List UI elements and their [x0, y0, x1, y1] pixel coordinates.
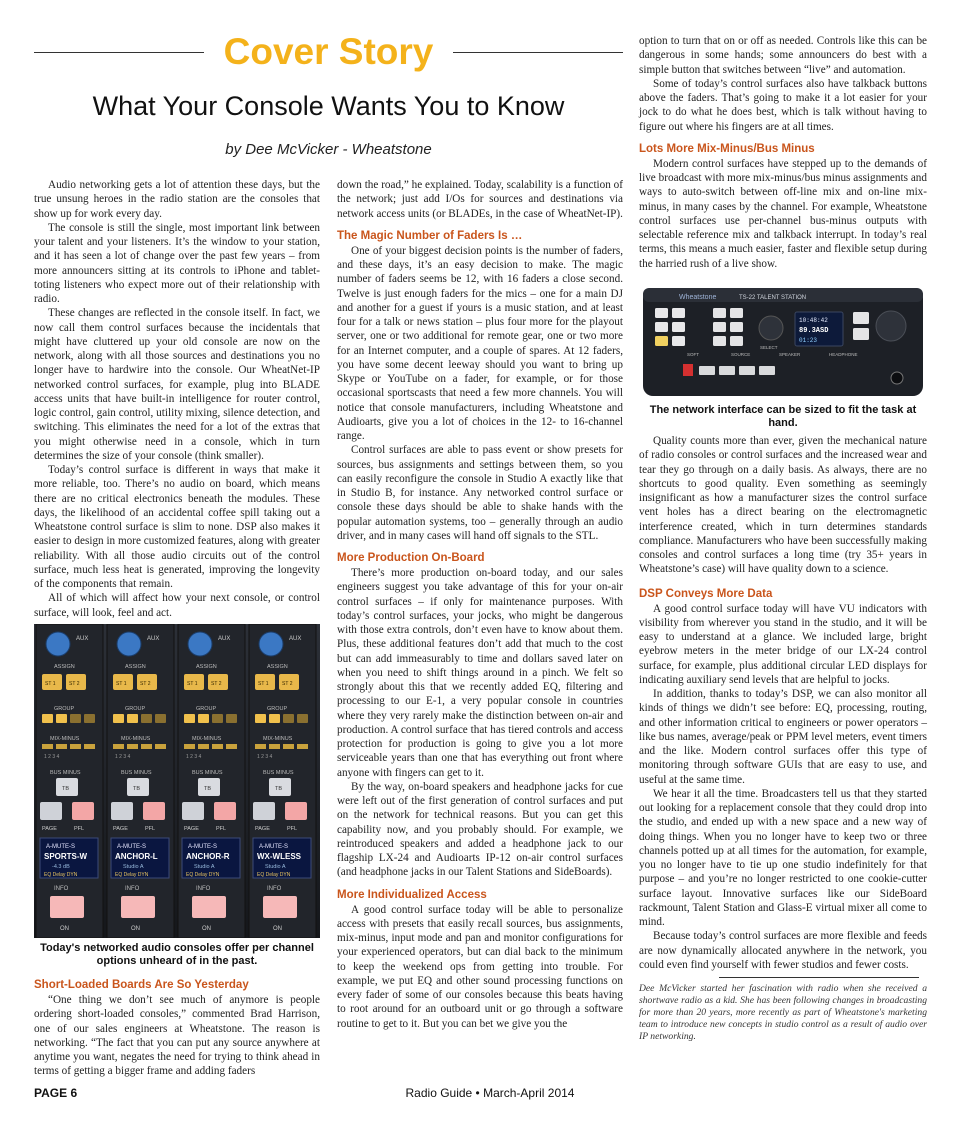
group-button — [198, 714, 209, 723]
on-button — [121, 896, 155, 918]
info-label: INFO — [196, 886, 211, 892]
display-sub: Studio A — [265, 864, 286, 870]
paragraph: One of your biggest decision points is the number of faders, and these days, it’s an easy decision to make. The magic number of faders seems be 12, with 16 faders a close second. Twelve is just enough faders for the mics – one for a main DJ and another for a guest if yours is a music station, and at least four for a talk or news station – plus four more for the playout server, one or two additional for remote gear, one or two more for an Internet computer, and a couple of spares. At 12 faders, you have some decent leeway should you want to bring up Skype or YouTube on a fader, for example, or for those occasional sportscasts that need a few more channels. You will notice that console manufacturers, including Wheatstone and Audioarts, give you a lot of choices in the 12- to 16-channel range. — [337, 244, 623, 442]
bio-rule — [719, 977, 919, 978]
page-label: PAGE — [255, 826, 270, 832]
aux-knob — [46, 632, 70, 656]
display-bottom: EQ Delay DYN — [186, 872, 220, 878]
mix-minus-label: MIX-MINUS — [263, 736, 293, 742]
on-label: ON — [60, 926, 69, 932]
assign-label: ASSIGN — [196, 664, 217, 670]
section-heading: Lots More Mix-Minus/Bus Minus — [639, 142, 815, 155]
soft-button — [672, 308, 685, 318]
speaker-button — [853, 312, 869, 324]
soft-button — [655, 308, 668, 318]
headphone-knob — [876, 311, 906, 341]
display-name: WX-WLESS — [257, 852, 301, 861]
mix-minus-led — [84, 744, 95, 749]
talent-station-illustration — [639, 282, 927, 402]
paragraph: Today’s control surface is different in ways that make it more reliable, too. There’s no audio on board, which means there are no critical electronics beneath the modules. These days, the likelihood of an accidental coffee spill taking out a Wheatstone control surface is slim to none. DSP also makes it easier to design in more customized features, along with greater reliability. With all those audio circuits out of the control surface, much less heat is generated, improving the longevity of the components that remain. — [34, 464, 320, 590]
pfl-button — [143, 802, 165, 820]
paragraph: Audio networking gets a lot of attention these days, but the true unsung heroes in the radio station are the consoles that show up for work every day. — [34, 179, 320, 220]
mix-minus-led — [255, 744, 266, 749]
photo-caption: The network interface can be sized to fit the task at hand. — [649, 404, 917, 429]
source-label: SOURCE — [731, 352, 751, 357]
page-button — [111, 802, 133, 820]
mix-minus-led — [113, 744, 124, 749]
soft-button — [672, 322, 685, 332]
mix-minus-led — [70, 744, 81, 749]
mix-minus-led — [297, 744, 308, 749]
mix-minus-numbers: 1 2 3 4 — [44, 754, 60, 760]
section-heading: More Individualized Access — [337, 888, 487, 901]
st1-label: ST 1 — [45, 681, 56, 687]
page-number: PAGE 6 — [34, 1086, 78, 1100]
pfl-label: PFL — [216, 826, 227, 832]
section-heading: Short-Loaded Boards Are So Yesterday — [34, 979, 249, 991]
paragraph: By the way, on-board speakers and headphone jacks for cue were left out of the first generation of control surfaces and put on the network for technical reasons. But you can get this capability now, and you probably should. For example, we reintroduced speakers and added a headphone jack to our flagship LX-24 and Audioarts IP-12 on-air control surfaces (and headphone jacks in our Talent Stations and SideBoards). — [337, 780, 623, 879]
channel-strip — [249, 624, 316, 938]
soft-label: SOFT — [687, 352, 699, 357]
display-name: ANCHOR-L — [115, 852, 158, 861]
paragraph: These changes are reflected in the console itself. In fact, we now call them control surfaces because the incidentals that might have cluttered up your old console are now on the network, along with all those sources and destinations you no longer have to hardwire into the console. Our WheatNet-IP networked control surfaces, for example, plug into BLADE access units that have built-in intelligence for router control, logic control, gain control, utility mixing, silence detection, and switching. This eliminates the need for a lot of the extras that you might otherwise need in a console, which in turn determines the size of your console (think smaller). — [34, 307, 320, 462]
page-label: PAGE — [184, 826, 199, 832]
group-button — [269, 714, 280, 723]
st2-label: ST 2 — [140, 681, 151, 687]
author-bio: Dee McVicker started her fascination with radio when she received a shortwave radio as a kid. She has been following changes in broadcasting for more than 20 years, more recently as part of Wheatstone's marketing team to introduce new concepts in studio control as a result of audio over IP networking. — [639, 983, 927, 1042]
paragraph: The console is still the single, most important link between your talent and your listeners. It’s the window to your station, and it has seen a lot of change over the past few years – from more announcers sitting at its controls to iPhone and tablet-toting listeners who expect more out of their relationship with radio. — [34, 221, 320, 305]
on-button — [192, 896, 226, 918]
mix-minus-led — [56, 744, 67, 749]
paragraph: A good control surface today will have VU indicators with visibility from wherever you stand in the studio, and it will be easy to understand at a glance. We included large, bright eyebrow meters in the meter bridge of our LX-24 control surface, for example, plus additional circular LED displays for indicating auxiliary send levels that are helpful to jocks. — [639, 602, 927, 686]
mix-minus-label: MIX-MINUS — [50, 736, 80, 742]
bottom-button — [739, 366, 755, 375]
page-button — [253, 802, 275, 820]
mix-minus-led — [184, 744, 195, 749]
group-button — [127, 714, 138, 723]
aux-label: AUX — [218, 636, 231, 642]
bus-minus-label: BUS MINUS — [263, 770, 294, 776]
paragraph: Some of today’s control surfaces also have talkback buttons above the faders. That’s going to make it a lot easier for your jock to do what he does best, which is talk without having to figure out where his fingers are at all times. — [639, 77, 927, 133]
tb-label: TB — [275, 786, 283, 792]
bus-minus-label: BUS MINUS — [192, 770, 223, 776]
on-label: ON — [202, 926, 211, 932]
speaker-label: SPEAKER — [779, 352, 801, 357]
pfl-button — [72, 802, 94, 820]
info-label: INFO — [125, 886, 140, 892]
select-knob — [759, 316, 783, 340]
console-photo — [34, 624, 320, 938]
group-button — [56, 714, 67, 723]
bottom-button — [699, 366, 715, 375]
group-button — [255, 714, 266, 723]
brand-label: Wheatstone — [679, 294, 717, 301]
display-bottom: EQ Delay DYN — [257, 872, 291, 878]
st2-label: ST 2 — [211, 681, 222, 687]
tb-label: TB — [62, 786, 70, 792]
soft-button — [655, 336, 668, 346]
pfl-label: PFL — [145, 826, 156, 832]
mix-minus-led — [42, 744, 53, 749]
st1-label: ST 1 — [187, 681, 198, 687]
on-button — [50, 896, 84, 918]
display-sub: -4.3 dB — [52, 864, 70, 870]
assign-label: ASSIGN — [54, 664, 75, 670]
photo-caption: Today's networked audio consoles offer per channel options unheard of in the past. — [40, 942, 314, 967]
screen-time: 10:48:42 — [799, 317, 828, 324]
on-button — [263, 896, 297, 918]
talent-station-photo — [639, 282, 927, 402]
page-button — [40, 802, 62, 820]
paragraph: We hear it all the time. Broadcasters tell us that they started out looking for a replacement console that they could drop into the studio, and ended up with a new space and a new way of doing things. When you no longer have to keep two or three channels potted up at all times for the automation, for example, you no longer have to tie up one studio indefinitely for that purpose – and you’re no longer restricted to one cookie-cutter surface layout. Innovative surfaces like our SideBoard rackmount, Talent Station and Glass-E virtual mixer all come to mind. — [639, 787, 927, 928]
screen-timer: 01:23 — [799, 337, 818, 344]
mix-minus-label: MIX-MINUS — [192, 736, 222, 742]
group-label: GROUP — [196, 706, 217, 712]
display-top-text: A-MUTE-S — [46, 844, 75, 850]
section-heading: DSP Conveys More Data — [639, 587, 773, 600]
mix-minus-led — [269, 744, 280, 749]
group-button — [226, 714, 237, 723]
tb-label: TB — [204, 786, 212, 792]
group-button — [141, 714, 152, 723]
red-button — [683, 364, 693, 376]
display-top-text: A-MUTE-S — [188, 844, 217, 850]
aux-label: AUX — [289, 636, 302, 642]
bus-minus-label: BUS MINUS — [50, 770, 81, 776]
section-title: Cover Story — [223, 31, 434, 72]
headline: What Your Console Wants You to Know — [92, 91, 565, 121]
display-name: SPORTS-W — [44, 852, 88, 861]
info-label: INFO — [267, 886, 282, 892]
channel-strip — [36, 624, 103, 938]
bottom-button — [719, 366, 735, 375]
section-header — [34, 30, 623, 74]
paragraph: Quality counts more than ever, given the mechanical nature of radio consoles or control surfaces and the increased wear and tear they go through on a daily basis. As always, there are no shortcuts to good quality. Even something as seemingly insignificant as how a manufacturer sizes the control surface vent holes has a direct bearing on the electromagnetic interference created, which in turn determines standards compliance. Manufacturers who have been successfully making consoles and control surfaces a long time (try 35+ years in Wheatstone’s case) will have quality down to a science. — [639, 435, 927, 576]
publication-footer: Radio Guide • March-April 2014 — [405, 1086, 575, 1100]
soft-button — [655, 322, 668, 332]
aux-label: AUX — [147, 636, 160, 642]
channel-strip — [107, 624, 174, 938]
page-button — [182, 802, 204, 820]
tb-label: TB — [133, 786, 141, 792]
console-illustration — [34, 624, 320, 938]
on-label: ON — [273, 926, 282, 932]
page-label: PAGE — [113, 826, 128, 832]
mix-minus-led — [283, 744, 294, 749]
source-button — [713, 322, 726, 332]
mix-minus-led — [212, 744, 223, 749]
display-bottom: EQ Delay DYN — [115, 872, 149, 878]
st1-label: ST 1 — [116, 681, 127, 687]
source-button — [713, 336, 726, 346]
model-label: TS-22 TALENT STATION — [739, 295, 807, 301]
pfl-button — [214, 802, 236, 820]
source-button — [713, 308, 726, 318]
display-bottom: EQ Delay DYN — [44, 872, 78, 878]
group-button — [84, 714, 95, 723]
mix-minus-numbers: 1 2 3 4 — [115, 754, 131, 760]
group-button — [42, 714, 53, 723]
aux-label: AUX — [76, 636, 89, 642]
source-button — [730, 322, 743, 332]
group-button — [283, 714, 294, 723]
pfl-label: PFL — [74, 826, 85, 832]
byline: by Dee McVicker - Wheatstone — [225, 141, 432, 158]
group-button — [155, 714, 166, 723]
mix-minus-led — [198, 744, 209, 749]
st2-label: ST 2 — [69, 681, 80, 687]
aux-knob — [117, 632, 141, 656]
group-label: GROUP — [125, 706, 146, 712]
display-sub: Studio A — [123, 864, 144, 870]
mix-minus-numbers: 1 2 3 4 — [186, 754, 202, 760]
group-button — [113, 714, 124, 723]
mix-minus-numbers: 1 2 3 4 — [257, 754, 273, 760]
mix-minus-led — [127, 744, 138, 749]
group-button — [70, 714, 81, 723]
bottom-button — [759, 366, 775, 375]
aux-knob — [259, 632, 283, 656]
group-label: GROUP — [267, 706, 288, 712]
paragraph: All of which will affect how your next console, or control surface, will look, feel and act. — [34, 592, 320, 619]
mix-minus-led — [141, 744, 152, 749]
st2-label: ST 2 — [282, 681, 293, 687]
display-top-text: A-MUTE-S — [117, 844, 146, 850]
group-label: GROUP — [54, 706, 75, 712]
source-button — [730, 336, 743, 346]
paragraph: down the road,” he explained. Today, scalability is a function of the network; just add I/Os for sources and destinations via network access units (or BLADEs, in the case of WheatNet-IP). — [337, 179, 623, 220]
mix-minus-led — [226, 744, 237, 749]
paragraph: There’s more production on-board today, and our sales engineers suggest you take advantage of this for your on-air control surfaces – if only for maintenance purposes. With today’s control surfaces, your jocks, who might be dangerous with those extra controls, don’t even have to know about them. Plus, these additional features don’t add that much to the cost but can add immeasurably to time and dollars saved later on when you need to shift things around in a pinch. We felt so strongly about this that we recently added EQ, filtering and processing to our E-1, a very popular console in countries where they very rarely make the distinction between on-air and production. A control surface that has tiered controls and access protection for production is going to give you a lot more serviceable years than one that has everything out front where anyone with fingers can get to it. — [337, 567, 623, 779]
paragraph: option to turn that on or off as needed. Controls like this can be dangerous in some hands; some announcers do best with a simple button that switches between “live” and automation. — [639, 35, 927, 76]
bus-minus-label: BUS MINUS — [121, 770, 152, 776]
assign-label: ASSIGN — [267, 664, 288, 670]
select-label: SELECT — [760, 345, 778, 350]
mix-minus-label: MIX-MINUS — [121, 736, 151, 742]
st1-label: ST 1 — [258, 681, 269, 687]
display-name: ANCHOR-R — [186, 852, 230, 861]
paragraph: In addition, thanks to today’s DSP, we can also monitor all kinds of things we didn’t see before: EQ, processing, routing, and other information critical to engineers or power operators – like bus names, average/peak or PPM level meters, event timers and the like. Modern control surfaces offer this type of monitoring through software GUIs that are easy to use, and useful at the same time. — [639, 688, 927, 786]
on-label: ON — [131, 926, 140, 932]
paragraph: A good control surface today will be able to personalize access with presets that easily recall sources, bus assignments, mix-minus, input mode and pan and monitor configurations for your experienced operators, but can dial back to the minimum to keep the weekend ops from getting into trouble. For example, we put EQ and other sound processing functions on every fader of some of our consoles because this beats having to root around for an outboard unit or go through a software routine to get to it. But you can bet we give you the — [337, 903, 623, 1030]
pfl-label: PFL — [287, 826, 298, 832]
aux-knob — [188, 632, 212, 656]
paragraph: Because today’s control surfaces are more flexible and feeds are now dynamically allocated anywhere in the network, you could even find yourself with fewer studios and fewer costs. — [639, 930, 927, 971]
page-label: PAGE — [42, 826, 57, 832]
channel-strip — [178, 624, 245, 938]
pfl-button — [285, 802, 307, 820]
section-heading: More Production On-Board — [337, 552, 485, 564]
soft-button — [672, 336, 685, 346]
display-top-text: A-MUTE-S — [259, 844, 288, 850]
headphone-jack — [891, 372, 903, 384]
group-button — [297, 714, 308, 723]
group-button — [212, 714, 223, 723]
info-label: INFO — [54, 886, 69, 892]
display-sub: Studio A — [194, 864, 215, 870]
headphone-label: HEADPHONE — [829, 352, 858, 357]
paragraph: Control surfaces are able to pass event or show presets for sources, bus assignments and settings between them, so you can easily reconfigure the console in Studio A exactly like that in Studio B, for instance. Any networked control surface or console these days should be able to shake hands with the popular automation systems, too – generally through an audio driver, and in many cases will hand off signals to the STL. — [337, 444, 623, 542]
mix-minus-led — [155, 744, 166, 749]
screen-station: 89.3ASD — [799, 327, 829, 335]
assign-label: ASSIGN — [125, 664, 146, 670]
paragraph: “One thing we don’t see much of anymore is people ordering short-loaded consoles,” commented Brad Harrison, one of our sales engineers at Wheatstone. The reason is networking. “The fact that you can put any source anywhere at anytime you want, negates the need for trying to think ahead in terms of getting a bigger frame and adding faders — [34, 994, 320, 1078]
group-button — [184, 714, 195, 723]
speaker-button — [853, 328, 869, 340]
source-button — [730, 308, 743, 318]
paragraph: Modern control surfaces have stepped up to the demands of live broadcast with more mix-minus/bus minus assignments and ways to auto-switch between off-line mix and on-line mix-minus, in many cases by the channel. For example, Wheatstone control surfaces use per-channel bus-minus outputs with selectable reference mix and talkback interrupt. In today’s real terms, this means a much easier, faster and flexible setup during the harried rush of a live show. — [639, 157, 927, 270]
section-heading: The Magic Number of Faders Is … — [337, 229, 523, 242]
